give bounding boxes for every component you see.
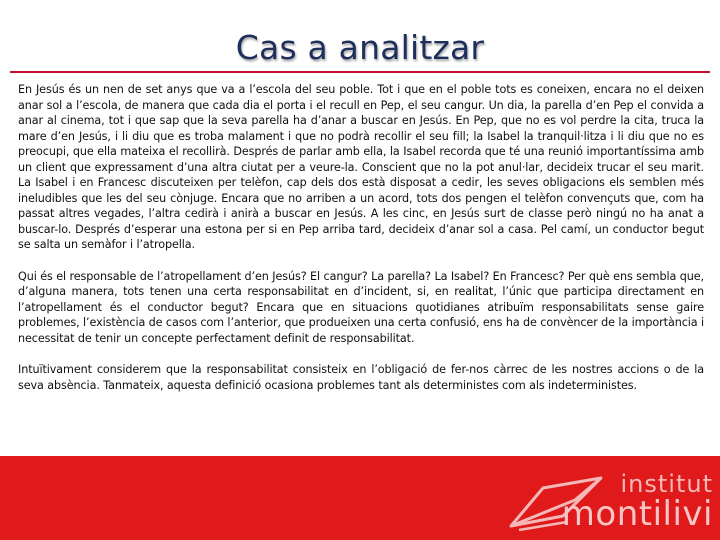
institut-montilivi-logo [505,470,715,534]
paragraph-definition: Intuïtivament considerem que la responsabilitat consisteix en l’obligació de fer-nos càrrec de les nostres accions o de la seva absència. Tanmateix, aquesta definició ocasiona problemes tant als deterministes com als indeterministes. [18,363,704,392]
slide-body [18,82,704,409]
logo-line-montilivi: montilivi [561,494,713,534]
paragraph-questions: Qui és el responsable de l’atropellament d’en Jesús? El cangur? La parella? La Isabel? En Francesc? Per què ens sembla que, d’alguna manera, tots tenen una certa responsabilitat en d’incident, si, en realitat, l’únic que participa directament en l’atropellament és el conductor begut? Encara que en situacions quotidianes atribuïm responsabilitats sense gaire problemes, l’existència de casos com l’anterior, que produeixen una certa confusió, ens ha de convèncer de la importància i necessitat de tenir un concepte perfectament definit de responsabilitat. [18,269,704,345]
title-divider [10,71,710,73]
slide-title: Cas a analitzar [235,28,485,67]
logo-line-institut: institut [620,470,713,498]
paragraph-case: En Jesús és un nen de set anys que va a l’escola del seu poble. Tot i que en el poble tots es coneixen, encara no el deixen anar sol a l’escola, de manera que cada dia el porta i el recull en Pep, el seu cangur. Un dia, la parella d’en Pep el convida a anar al cinema, tot i que sap que la seva parella ha d’anar a buscar en Jesús. En Pep, que no es vol perdre la cita, truca la mare d’en Jesús, i li diu que es troba malament i que no podrà recollir el seu fill; la Isabel la tranquil·litza i li diu que no es preocupi, que ella mateixa el recollirà. Després de parlar amb ella, la Isabel recorda que té una reunió importantíssima amb un client que expressament d’una altra ciutat per a veure-la. Conscient que no la pot anul·lar, decideix trucar el seu marit. La Isabel i en Francesc discuteixen per telèfon, cap dels dos està disposat a cedir, les seves obligacions els semblen més ineludibles que les del seu cònjuge. Encara que no arriben a un acord, tots dos pengen el telèfon convençuts que, com ha passat altres vegades, l’altra cedirà i anirà a buscar en Jesús. A les cinc, en Jesús surt de classe però ningú no ha anat a buscar-lo. Després d’esperar una estona per si en Pep arriba tard, decideix d’anar sol a casa. Pel camí, un conductor begut se salta un semàfor i l’atropella. [18,83,704,251]
